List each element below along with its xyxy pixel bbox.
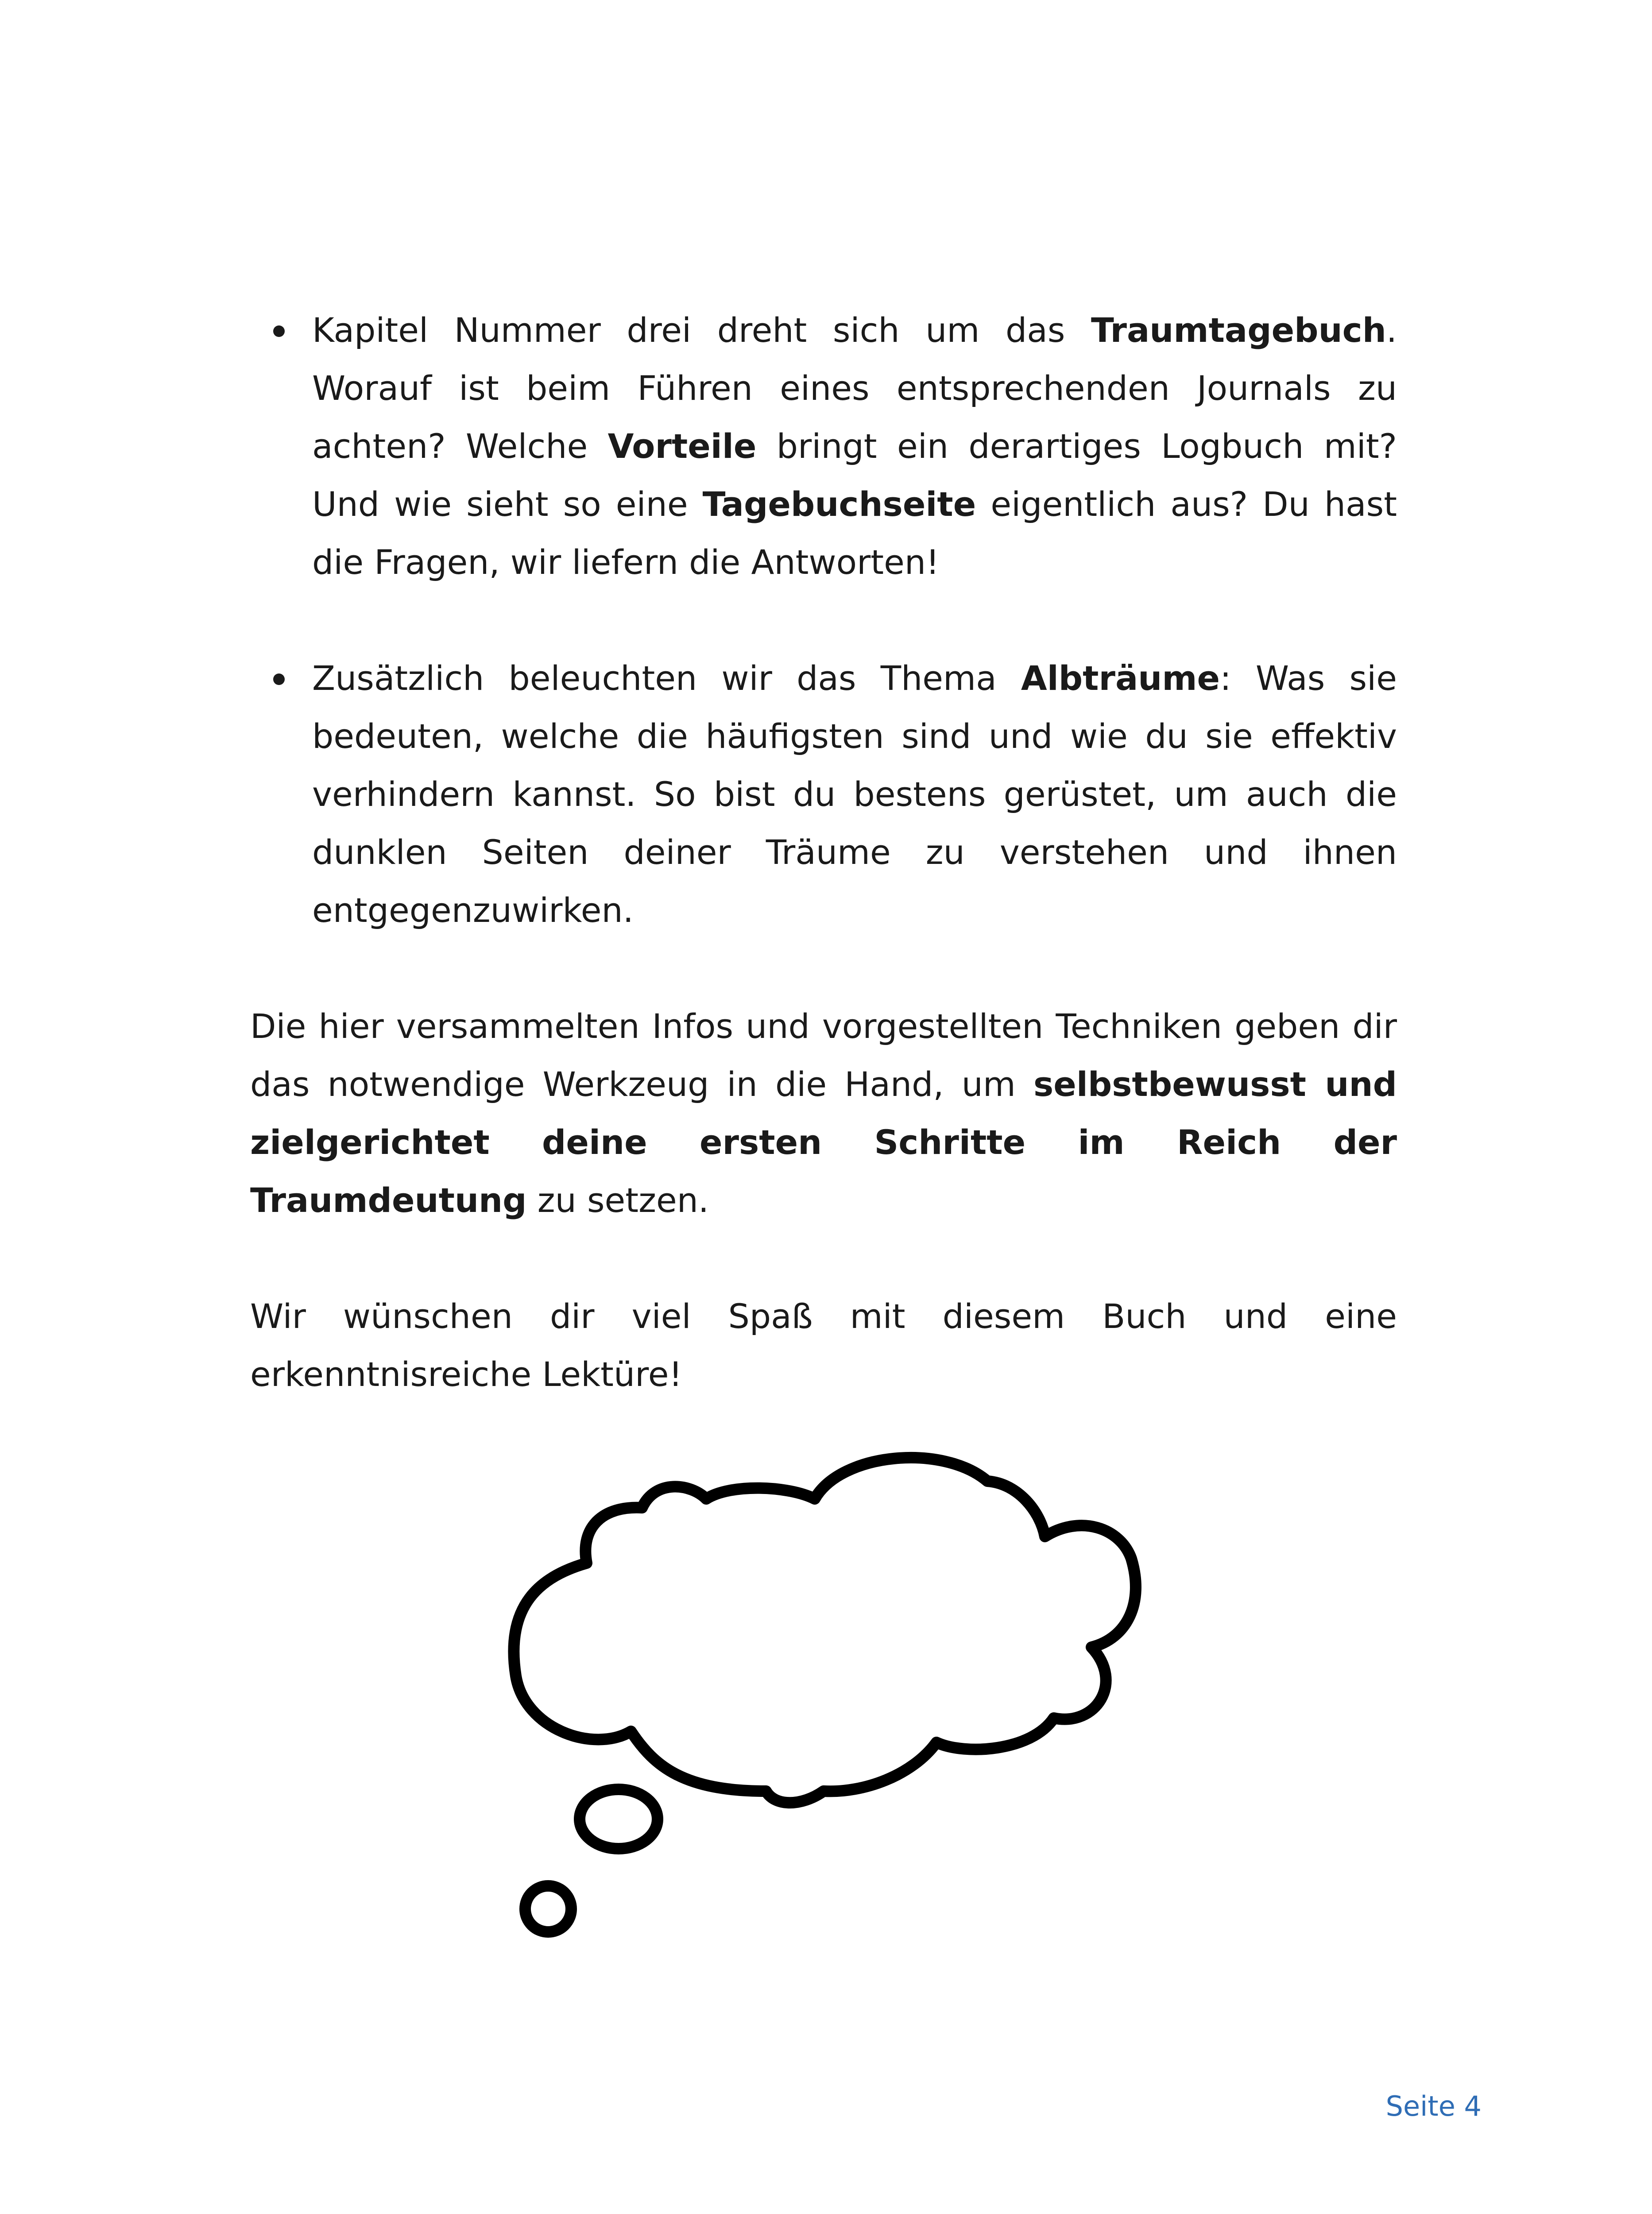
keyword-traumtagebuch: Traumtagebuch — [1091, 310, 1386, 350]
thought-bubble-icon — [505, 1441, 1142, 1964]
bullet-dot — [273, 325, 285, 337]
bullet-text: . Worauf ist beim Führen eines entsprechenden Journals zu achten? Welche — [312, 310, 1397, 466]
bullet-item-dream-diary — [250, 301, 1397, 591]
paragraph-techniques — [250, 997, 1397, 1229]
page-content — [250, 301, 1397, 1403]
bullet-dot — [273, 673, 285, 685]
paragraph-spacer — [250, 1229, 1397, 1287]
bullet-text: eigentlich aus? Du hast die Fragen, wir liefern die Antworten! — [312, 484, 1397, 582]
paragraph-highlight: selbstbewusst und zielgerichtet deine ersten Schritte im Reich der Traumdeutung — [250, 1064, 1397, 1220]
chapter-bullet-list — [250, 301, 1397, 939]
page-number: Seite 4 — [1385, 2090, 1482, 2122]
bullet-item-nightmares — [250, 649, 1397, 939]
bullet-text: Kapitel Nummer drei dreht sich um das — [312, 310, 1091, 350]
paragraph-text: zu setzen. — [526, 1181, 709, 1220]
keyword-vorteile: Vorteile — [607, 426, 757, 466]
bullet-text: bringt ein derartiges Logbuch mit? Und wie sieht so eine — [312, 426, 1397, 524]
keyword-tagebuchseite: Tagebuchseite — [702, 484, 976, 524]
keyword-albtraeume: Albträume — [1021, 658, 1220, 698]
paragraph-text: Die hier versammelten Infos und vorgestellten Techniken geben dir das notwendige Werkzeug in die Hand, um — [250, 1006, 1397, 1104]
bullet-text: : Was sie bedeuten, welche die häufigsten sind und wie du sie effektiv verhindern kannst. So bist du bestens gerüstet, um auch die dunklen Seiten deiner Träume zu verstehen und ihnen entgegenzuwirken. — [312, 658, 1397, 930]
bullet-text: Zusätzlich beleuchten wir das Thema — [312, 658, 1021, 698]
paragraph-closing: Wir wünschen dir viel Spaß mit diesem Buch und eine erkenntnisreiche Lektüre! — [250, 1297, 1397, 1394]
